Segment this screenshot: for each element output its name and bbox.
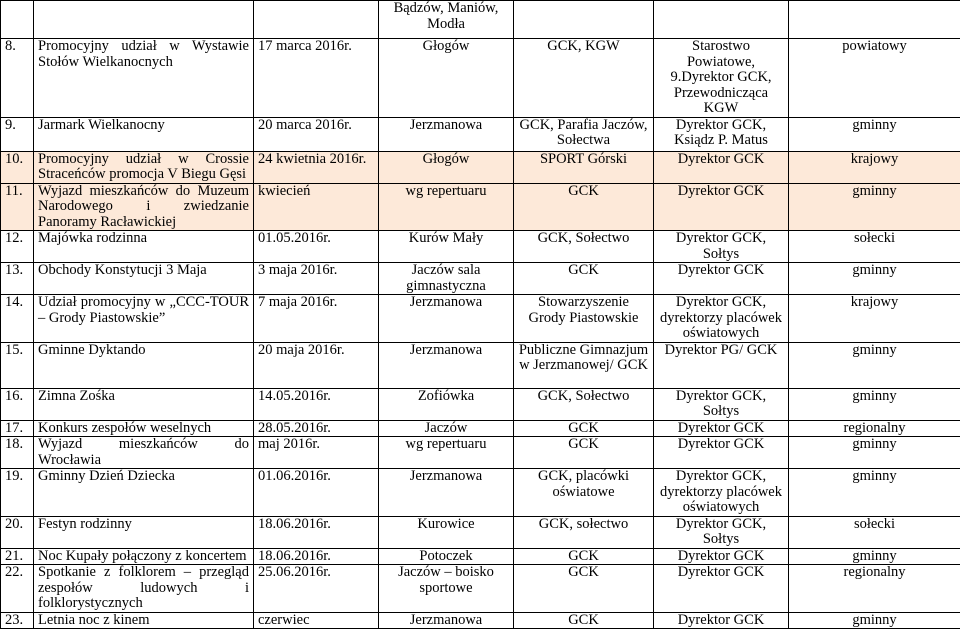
- event-date: 01.05.2016r.: [254, 231, 379, 263]
- event-range: krajowy: [789, 295, 960, 343]
- event-organizer: GCK, placówki oświatowe: [514, 469, 654, 517]
- table-row: [1, 295, 960, 343]
- row-number: 20.: [1, 516, 34, 548]
- event-range: gminny: [789, 183, 960, 231]
- event-date: 25.06.2016r.: [254, 565, 379, 613]
- event-place: Zofiówka: [379, 388, 514, 420]
- events-table-body: [1, 1, 960, 629]
- event-organizer: Publiczne Gimnazjum w Jerzmanowej/ GCK: [514, 342, 654, 388]
- event-responsible: Dyrektor PG/ GCK: [654, 342, 789, 388]
- row-number: 10.: [1, 151, 34, 183]
- event-date: kwiecień: [254, 183, 379, 231]
- event-name: Majówka rodzinna: [34, 231, 254, 263]
- row-number: 16.: [1, 388, 34, 420]
- event-range: gminny: [789, 469, 960, 517]
- event-organizer: GCK, Parafia Jaczów, Sołectwa: [514, 117, 654, 151]
- event-range: powiatowy: [789, 39, 960, 118]
- event-place: wg repertuaru: [379, 183, 514, 231]
- table-row: [1, 151, 960, 183]
- table-row: [1, 39, 960, 118]
- event-responsible: Dyrektor GCK: [654, 612, 789, 629]
- event-place: Jaczów: [379, 420, 514, 437]
- event-place: Kurowice: [379, 516, 514, 548]
- event-name: Gminny Dzień Dziecka: [34, 469, 254, 517]
- row-number: 8.: [1, 39, 34, 118]
- event-date: [254, 1, 379, 39]
- event-place: Głogów: [379, 39, 514, 118]
- event-responsible: Dyrektor GCK: [654, 565, 789, 613]
- table-row: [1, 612, 960, 629]
- event-range: gminny: [789, 548, 960, 565]
- event-date: 18.06.2016r.: [254, 516, 379, 548]
- event-organizer: GCK, KGW: [514, 39, 654, 118]
- event-organizer: Stowarzyszenie Grody Piastowskie: [514, 295, 654, 343]
- event-range: gminny: [789, 437, 960, 469]
- event-date: 14.05.2016r.: [254, 388, 379, 420]
- event-date: maj 2016r.: [254, 437, 379, 469]
- event-range: gminny: [789, 117, 960, 151]
- event-name: Obchody Konstytucji 3 Maja: [34, 263, 254, 295]
- event-organizer: GCK: [514, 548, 654, 565]
- event-date: czerwiec: [254, 612, 379, 629]
- event-place: Bądzów, Maniów, Modła: [379, 1, 514, 39]
- event-responsible: [654, 1, 789, 39]
- event-range: gminny: [789, 263, 960, 295]
- table-row: [1, 548, 960, 565]
- event-responsible: Dyrektor GCK, Sołtys: [654, 231, 789, 263]
- event-date: 20 maja 2016r.: [254, 342, 379, 388]
- event-date: 20 marca 2016r.: [254, 117, 379, 151]
- table-row: [1, 231, 960, 263]
- event-range: sołecki: [789, 231, 960, 263]
- event-responsible: Dyrektor GCK, dyrektorzy placówek oświatowych: [654, 295, 789, 343]
- event-name: Wyjazd mieszkańców do Muzeum Narodowego i zwiedzanie Panoramy Racławickiej: [34, 183, 254, 231]
- event-responsible: Dyrektor GCK: [654, 263, 789, 295]
- event-date: 24 kwietnia 2016r.: [254, 151, 379, 183]
- event-organizer: GCK: [514, 263, 654, 295]
- row-number: 14.: [1, 295, 34, 343]
- event-organizer: GCK: [514, 420, 654, 437]
- event-organizer: GCK: [514, 612, 654, 629]
- event-name: Wyjazd mieszkańców do Wrocławia: [34, 437, 254, 469]
- table-row: [1, 437, 960, 469]
- table-row: [1, 342, 960, 388]
- row-number: 9.: [1, 117, 34, 151]
- table-row: [1, 388, 960, 420]
- event-date: 18.06.2016r.: [254, 548, 379, 565]
- event-range: [789, 1, 960, 39]
- event-responsible: Dyrektor GCK, dyrektorzy placówek oświatowych: [654, 469, 789, 517]
- event-responsible: Dyrektor GCK, Sołtys: [654, 516, 789, 548]
- event-date: 01.06.2016r.: [254, 469, 379, 517]
- event-place: Potoczek: [379, 548, 514, 565]
- table-row: [1, 469, 960, 517]
- row-number: 21.: [1, 548, 34, 565]
- event-name: [34, 1, 254, 39]
- event-range: gminny: [789, 388, 960, 420]
- row-number: 15.: [1, 342, 34, 388]
- event-name: Promocyjny udział w Wystawie Stołów Wielkanocnych: [34, 39, 254, 118]
- row-number: 13.: [1, 263, 34, 295]
- event-place: Jerzmanowa: [379, 117, 514, 151]
- table-row: [1, 117, 960, 151]
- event-date: 28.05.2016r.: [254, 420, 379, 437]
- event-organizer: GCK: [514, 565, 654, 613]
- event-name: Promocyjny udział w Crossie Straceńców promocja V Biegu Gęsi: [34, 151, 254, 183]
- event-date: 7 maja 2016r.: [254, 295, 379, 343]
- event-organizer: GCK: [514, 183, 654, 231]
- event-responsible: Dyrektor GCK: [654, 437, 789, 469]
- row-number: 11.: [1, 183, 34, 231]
- event-name: Jarmark Wielkanocny: [34, 117, 254, 151]
- event-responsible: Dyrektor GCK, Sołtys: [654, 388, 789, 420]
- event-organizer: GCK, Sołectwo: [514, 388, 654, 420]
- event-range: gminny: [789, 342, 960, 388]
- event-organizer: SPORT Górski: [514, 151, 654, 183]
- event-place: Jerzmanowa: [379, 295, 514, 343]
- event-responsible: Dyrektor GCK: [654, 548, 789, 565]
- row-number: 17.: [1, 420, 34, 437]
- row-number: 23.: [1, 612, 34, 629]
- row-number: 19.: [1, 469, 34, 517]
- row-number: [1, 1, 34, 39]
- event-name: Spotkanie z folklorem – przegląd zespołów ludowych i folklorystycznych: [34, 565, 254, 613]
- event-range: regionalny: [789, 420, 960, 437]
- event-place: Jerzmanowa: [379, 612, 514, 629]
- event-date: 3 maja 2016r.: [254, 263, 379, 295]
- event-place: wg repertuaru: [379, 437, 514, 469]
- event-place: Jaczów sala gimnastyczna: [379, 263, 514, 295]
- event-place: Jaczów – boisko sportowe: [379, 565, 514, 613]
- event-name: Letnia noc z kinem: [34, 612, 254, 629]
- event-range: regionalny: [789, 565, 960, 613]
- event-place: Jerzmanowa: [379, 342, 514, 388]
- event-place: Głogów: [379, 151, 514, 183]
- event-date: 17 marca 2016r.: [254, 39, 379, 118]
- event-responsible: Dyrektor GCK: [654, 420, 789, 437]
- event-name: Konkurs zespołów weselnych: [34, 420, 254, 437]
- event-organizer: GCK: [514, 437, 654, 469]
- table-row: [1, 1, 960, 39]
- event-responsible: Dyrektor GCK, Ksiądz P. Matus: [654, 117, 789, 151]
- event-name: Udział promocyjny w „CCC-TOUR – Grody Piastowskie”: [34, 295, 254, 343]
- event-range: krajowy: [789, 151, 960, 183]
- event-responsible: Starostwo Powiatowe, 9.Dyrektor GCK, Przewodnicząca KGW: [654, 39, 789, 118]
- row-number: 22.: [1, 565, 34, 613]
- row-number: 18.: [1, 437, 34, 469]
- table-row: [1, 516, 960, 548]
- event-responsible: Dyrektor GCK: [654, 151, 789, 183]
- table-row: [1, 420, 960, 437]
- table-row: [1, 263, 960, 295]
- event-organizer: [514, 1, 654, 39]
- row-number: 12.: [1, 231, 34, 263]
- event-name: Festyn rodzinny: [34, 516, 254, 548]
- event-organizer: GCK, sołectwo: [514, 516, 654, 548]
- event-organizer: GCK, Sołectwo: [514, 231, 654, 263]
- event-place: Kurów Mały: [379, 231, 514, 263]
- event-responsible: Dyrektor GCK: [654, 183, 789, 231]
- event-name: Zimna Zośka: [34, 388, 254, 420]
- event-range: gminny: [789, 612, 960, 629]
- event-range: sołecki: [789, 516, 960, 548]
- event-place: Jerzmanowa: [379, 469, 514, 517]
- event-name: Noc Kupały połączony z koncertem: [34, 548, 254, 565]
- table-row: [1, 565, 960, 613]
- table-row: [1, 183, 960, 231]
- event-name: Gminne Dyktando: [34, 342, 254, 388]
